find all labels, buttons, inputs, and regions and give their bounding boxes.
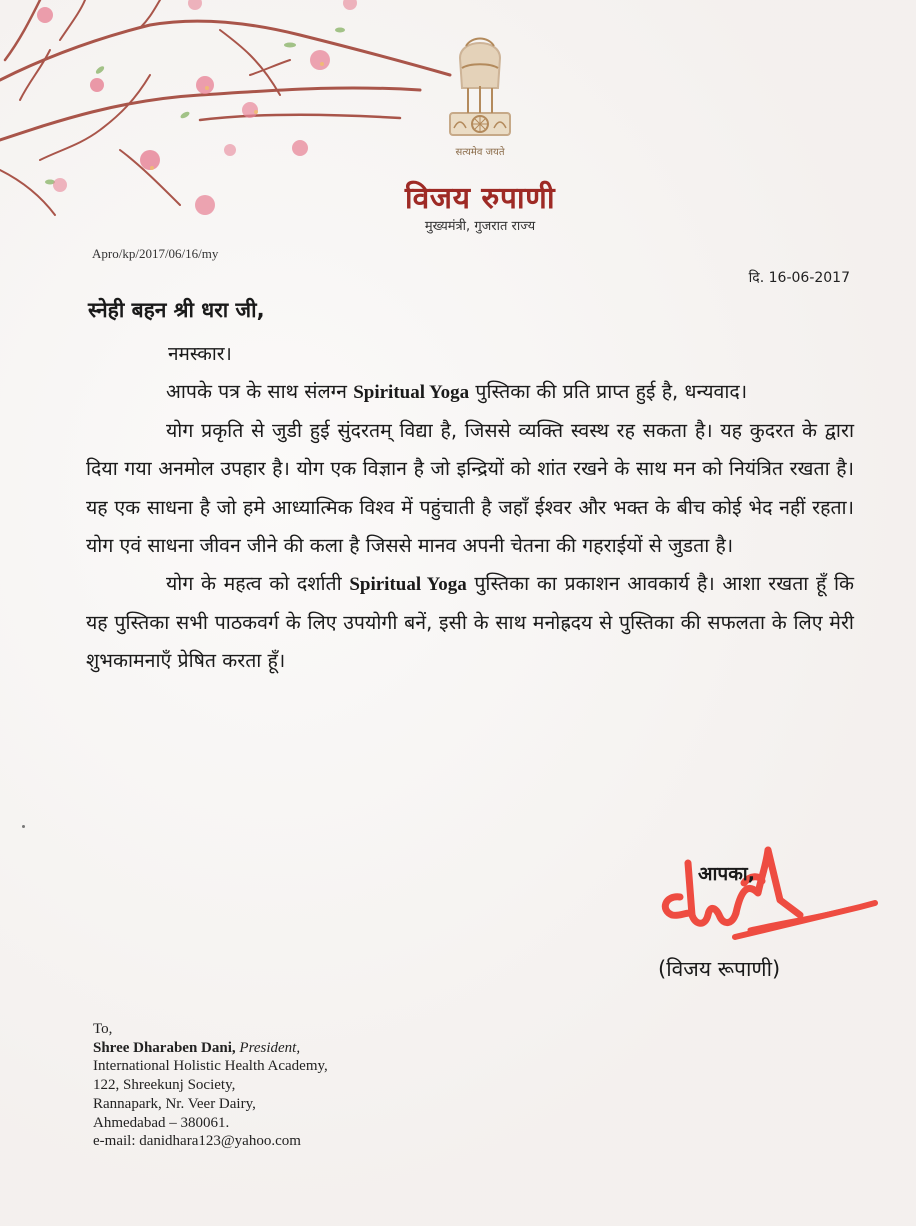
letterhead-designation: मुख्यमंत्री, गुजरात राज्य — [424, 219, 536, 234]
letter-body — [86, 373, 854, 681]
salutation: स्नेही बहन श्री धरा जी, — [88, 298, 265, 322]
paragraph-2: योग प्रकृति से जुडी हुई सुंदरतम् विद्या है, जिससे व्यक्ति स्वस्थ रह सकता है। यह कुदरत के द्वारा दिया गया अनमोल उपहार है। योग एक विज्ञान है जो इन्द्रियों को शांत रखने के साथ मन को नियंत्रित रखता है। यह एक साधना है जो हमे आध्यात्मिक विश्व में पहुंचाती है जहाँ ईश्वर और भक्त के बीच कोई भेद नहीं रहता। योग एवं साधना जीवन जीने की कला है जिससे मानव अपनी चेतना की गहराईयों से जुडता है। — [86, 419, 854, 557]
book-title: Spiritual Yoga — [349, 574, 467, 596]
paragraph-text: पुस्तिका का प्रकाशन आवकार्य है। आशा रखता हूँ कि यह पुस्तिका सभी पाठकवर्ग के लिए उपयोगी बनें, इसी के साथ मनोह्रदय से पुस्तिका की सफलता के लिए मेरी शुभकामनाएँ प्रेषित करता हूँ। — [86, 572, 854, 673]
address-line: International Holistic Health Academy, — [93, 1058, 328, 1075]
paragraph-text: आपके पत्र के साथ संलग्न — [166, 380, 354, 403]
recipient-name: Shree Dharaben Dani, — [93, 1039, 236, 1056]
scan-speck — [22, 825, 25, 828]
recipient-address — [93, 1020, 328, 1151]
greeting: नमस्कार। — [168, 343, 232, 365]
national-emblem-icon — [440, 28, 520, 143]
address-line: 122, Shreekunj Society, — [93, 1077, 236, 1094]
letter-date: दि. 16-06-2017 — [748, 270, 850, 286]
address-recipient-line — [93, 1039, 328, 1058]
book-title: Spiritual Yoga — [353, 382, 470, 403]
reference-number: Apro/kp/2017/06/16/my — [92, 246, 219, 261]
paragraph-3 — [86, 565, 854, 681]
address-line: Ahmedabad – 380061. — [93, 1114, 230, 1131]
closing: आपका, — [698, 863, 755, 885]
paragraph-text: योग के महत्व को दर्शाती — [166, 572, 350, 596]
recipient-email: e-mail: danidhara123@yahoo.com — [93, 1133, 301, 1150]
recipient-title: President, — [239, 1039, 301, 1056]
handwritten-signature-icon — [650, 845, 880, 950]
address-line: Rannapark, Nr. Veer Dairy, — [93, 1095, 256, 1112]
paragraph-text: पुस्तिका की प्रति प्राप्त हुई है, धन्यवाद। — [469, 380, 748, 403]
paragraph-1 — [86, 373, 854, 412]
emblem-motto: सत्यमेव जयते — [455, 147, 505, 158]
address-to: To, — [93, 1021, 113, 1037]
letterhead-name: विजय रुपाणी — [404, 181, 556, 216]
signatory-name: (विजय रूपाणी) — [658, 957, 781, 981]
